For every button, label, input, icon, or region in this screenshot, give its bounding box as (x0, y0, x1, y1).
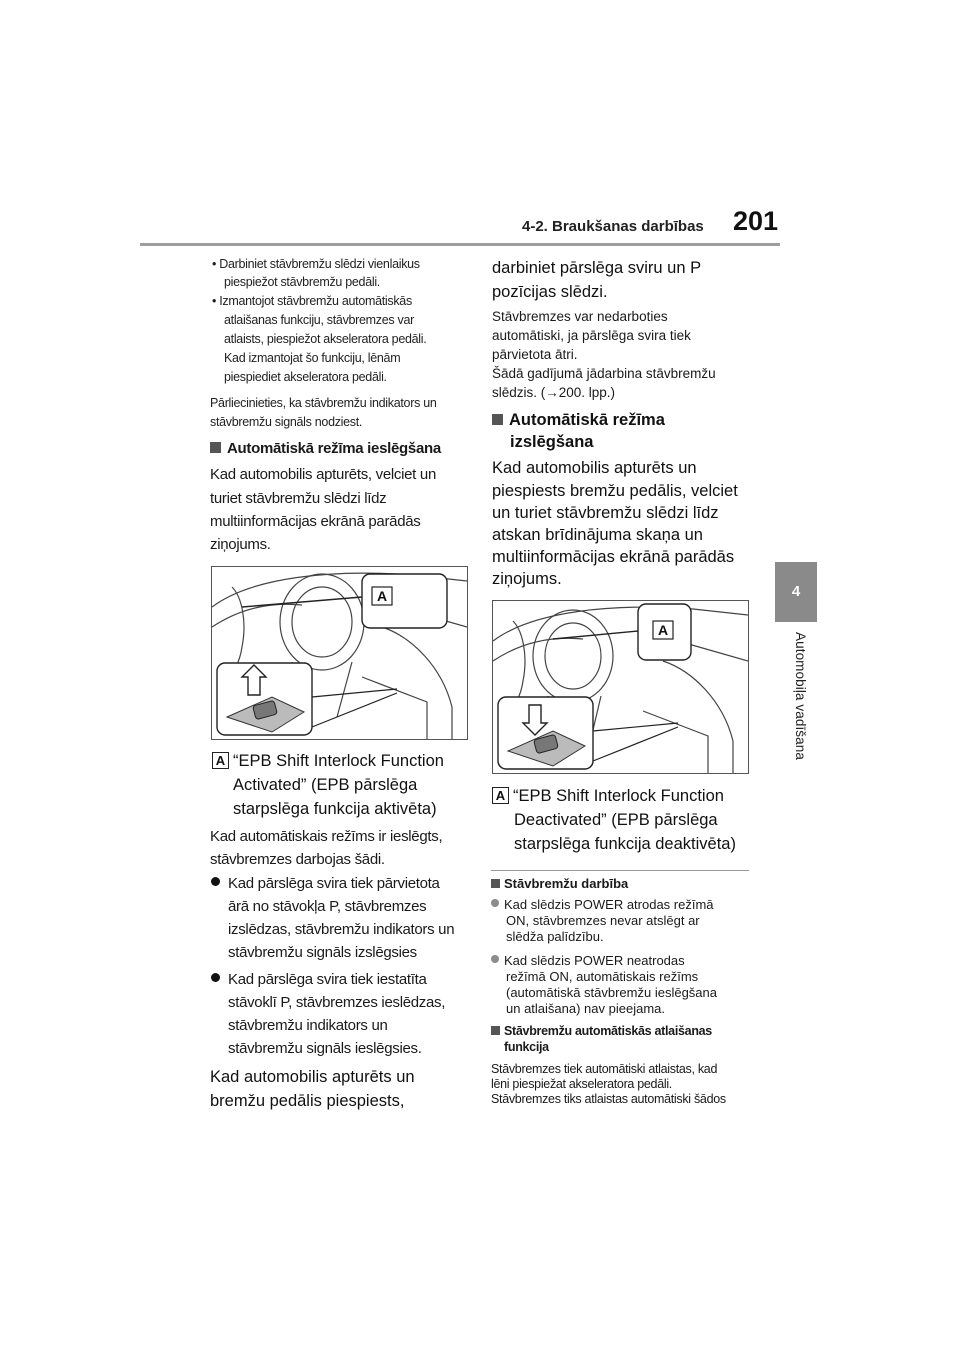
state-intro-line: Kad automātiskais režīms ir ieslēgts, (210, 828, 443, 845)
body-line: Stāvbremzes tiks atlaistas automātiski šādos (491, 1092, 726, 1106)
intro-line: piespiests bremžu pedālis, velciet (492, 482, 738, 500)
caption-line: starpslēga funkcija deaktivēta) (514, 835, 736, 853)
list-item-line: stāvbremžu signāls izslēgsies (228, 944, 417, 961)
caption-label: A (212, 752, 229, 769)
warning-line: pārvietota ātri. (492, 347, 578, 362)
list-item-line: stāvbremžu signāls ieslēgsies. (228, 1040, 422, 1057)
list-item-line: režīmā ON, automātiskais režīms (506, 969, 699, 984)
intro-line: Kad automobilis apturēts un (492, 459, 697, 477)
note-line: stāvbremžu signāls nodziest. (210, 415, 363, 429)
warning-line: automātiski, ja pārslēga svira tiek (492, 328, 691, 343)
bullet-line: Kad izmantojat šo funkciju, lēnām (224, 351, 401, 365)
intro-line: turiet stāvbremžu slēdzi līdz (210, 490, 387, 507)
list-item-line: (automātiskā stāvbremžu ieslēgšana (506, 985, 717, 1000)
list-item-line: stāvbremžu indikators un (228, 1017, 388, 1034)
chapter-tab[interactable]: 4 (775, 562, 817, 622)
figure-label: A (657, 622, 669, 638)
warning-line: slēdzis. (→200. lpp.) (492, 385, 616, 400)
caption-line: Deactivated” (EPB pārslēga (514, 811, 718, 829)
continued-line: darbiniet pārslēga sviru un P (492, 259, 702, 277)
figure-label: A (376, 588, 388, 604)
epb-activate-illustration (211, 566, 468, 740)
dashboard-drawing (212, 567, 467, 739)
caption-line: starpslēga funkcija aktivēta) (233, 800, 437, 818)
subsection-heading: Stāvbremžu darbība (491, 876, 628, 891)
heading-square-icon (491, 879, 500, 888)
bullet-line: piespiediet akseleratora pedāli. (224, 370, 387, 384)
intro-line: Kad automobilis apturēts, velciet un (210, 466, 436, 483)
intro-line: atskan brīdinājuma skaņa un (492, 526, 703, 544)
intro-line: ziņojums. (492, 570, 562, 588)
closing-line: Kad automobilis apturēts un (210, 1068, 415, 1086)
caption-label: A (492, 787, 509, 804)
bullet-line: piespiežot stāvbremžu pedāli. (224, 275, 380, 289)
list-item-line: slēdža palīdzību. (506, 929, 604, 944)
list-item-line: ON, stāvbremzes nevar atslēgt ar (506, 913, 700, 928)
section-heading: Automātiskā režīma (492, 408, 665, 432)
bullet-dot-icon (211, 877, 220, 886)
intro-line: un turiet stāvbremžu slēdzi līdz (492, 504, 719, 522)
list-item: Kad slēdzis POWER atrodas režīmā (491, 897, 714, 912)
subsection-heading-line: funkcija (504, 1040, 549, 1054)
list-item: Kad pārslēga svira tiek pārvietota (211, 873, 440, 895)
section-title: 4-2. Braukšanas darbības (522, 218, 704, 235)
list-item-line: ārā no stāvokļa P, stāvbremzes (228, 898, 427, 915)
body-line: lēni piespiežat akseleratora pedāli. (491, 1077, 672, 1091)
page-number: 201 (733, 206, 779, 236)
list-item: Kad slēdzis POWER neatrodas (491, 953, 685, 968)
list-item-line: un atlaišana) nav pieejama. (506, 1001, 665, 1016)
closing-line: bremžu pedālis piespiests, (210, 1092, 405, 1110)
header-rule (140, 243, 780, 246)
warning-line: Stāvbremzes var nedarboties (492, 309, 668, 324)
intro-line: multiinformācijas ekrānā parādās (210, 513, 421, 530)
bullet-dot-icon (211, 973, 220, 982)
bullet-line: atlaists, piespiežot akseleratora pedāli. (224, 332, 427, 346)
heading-square-icon (492, 414, 503, 425)
caption-line: A “EPB Shift Interlock Function (212, 749, 444, 773)
list-item-line: stāvoklī P, stāvbremzes ieslēdzas, (228, 994, 446, 1011)
bullet-line: • Darbiniet stāvbremžu slēdzi vienlaikus (212, 257, 420, 271)
dashboard-drawing (493, 601, 748, 773)
list-item-line: izslēdzas, stāvbremžu indikators un (228, 921, 455, 938)
continued-line: pozīcijas slēdzi. (492, 283, 608, 301)
note-line: Pārliecinieties, ka stāvbremžu indikators un (210, 396, 437, 410)
bullet-line: • Izmantojot stāvbremžu automātiskās (212, 294, 412, 308)
warning-line: Šādā gadījumā jādarbina stāvbremžu (492, 366, 716, 381)
subsection-heading: Stāvbremžu automātiskās atlaišanas (491, 1024, 712, 1039)
caption-line: A “EPB Shift Interlock Function (492, 784, 724, 808)
section-heading: Automātiskā režīma ieslēgšana (210, 438, 441, 460)
state-intro-line: stāvbremzes darbojas šādi. (210, 851, 385, 868)
intro-line: multiinformācijas ekrānā parādās (492, 548, 735, 566)
intro-line: ziņojums. (210, 536, 271, 553)
epb-deactivate-illustration (492, 600, 749, 774)
bullet-dot-icon (491, 955, 499, 963)
chapter-label: Automobiļa vadīšana (793, 632, 808, 760)
list-item: Kad pārslēga svira tiek iestatīta (211, 969, 427, 991)
heading-square-icon (210, 442, 221, 453)
heading-square-icon (491, 1026, 500, 1035)
bullet-line: atlaišanas funkciju, stāvbremzes var (224, 313, 414, 327)
section-heading-line: izslēgšana (510, 433, 594, 451)
body-line: Stāvbremzes tiek automātiski atlaistas, kad (491, 1062, 718, 1076)
bullet-dot-icon (491, 899, 499, 907)
separator-rule (491, 870, 749, 871)
caption-line: Activated” (EPB pārslēga (233, 776, 418, 794)
